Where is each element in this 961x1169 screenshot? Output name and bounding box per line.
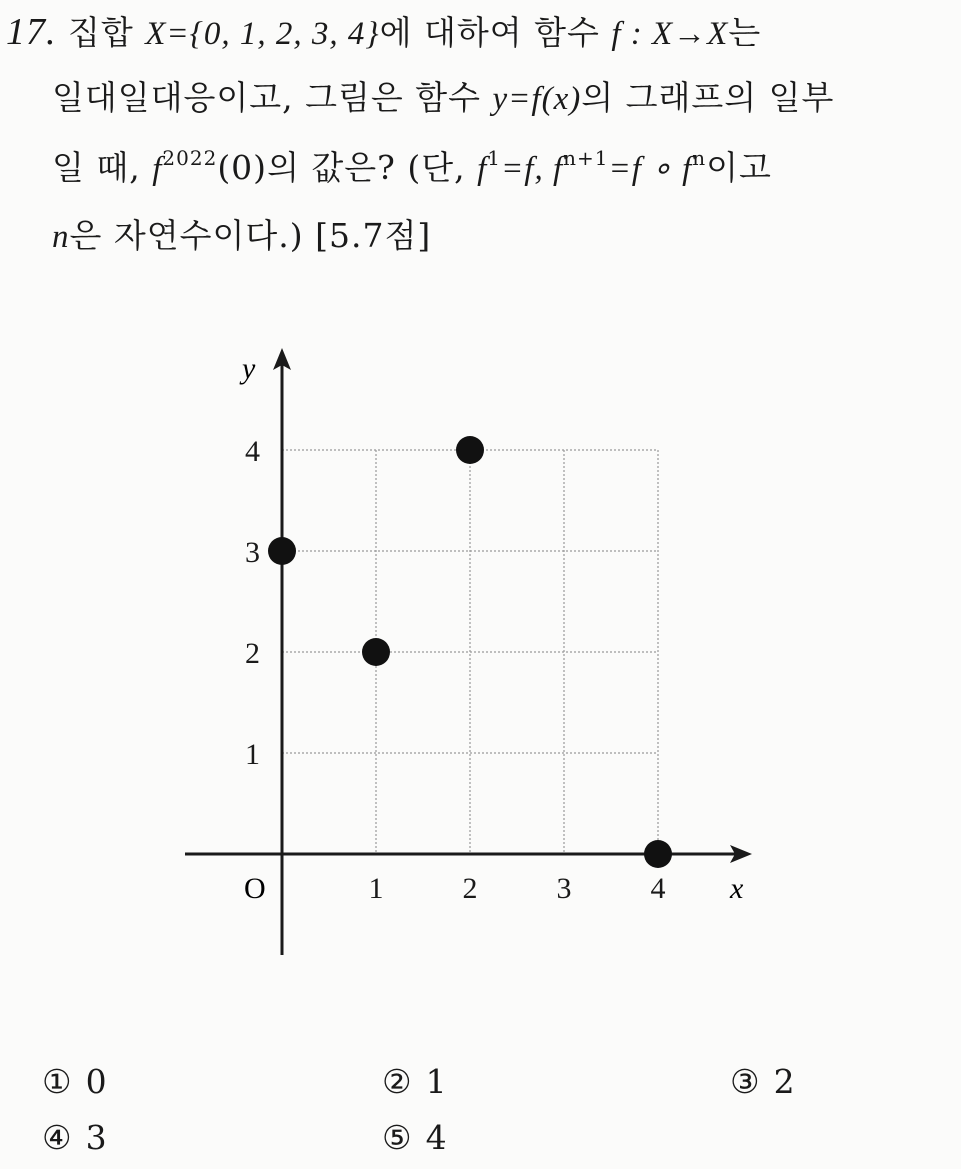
function-expression: y=f(x) <box>492 81 582 117</box>
x-tick-label: 3 <box>556 872 572 905</box>
function-symbol: f <box>552 151 564 187</box>
choice-mark: ④ <box>42 1118 72 1157</box>
problem-line-1 <box>6 12 761 54</box>
text-segment: 집합 <box>68 13 146 52</box>
grid <box>282 450 658 854</box>
choice-2[interactable] <box>382 1062 447 1102</box>
x-tick-label: 2 <box>462 872 478 905</box>
choice-value: 0 <box>85 1062 107 1101</box>
tick-labels <box>245 435 666 905</box>
choice-mark: ② <box>382 1062 412 1101</box>
y-axis-label: y <box>242 352 256 385</box>
function-symbol: f <box>152 151 163 187</box>
function-symbol: f <box>477 151 488 187</box>
x-tick-label: 4 <box>650 872 666 905</box>
x-axis-label: x <box>730 872 744 905</box>
text-segment: 일대일대응이고, 그림은 함수 <box>52 78 493 117</box>
choice-value: 1 <box>425 1062 447 1101</box>
text-segment: 이고 <box>706 148 772 187</box>
function-mapping: f : X→X <box>611 16 729 52</box>
axis-labels <box>239 352 744 905</box>
exponent: n+1 <box>563 146 609 170</box>
text-segment: 에 대하여 함수 <box>379 13 612 52</box>
exponent: 1 <box>487 146 502 170</box>
text-segment: 의 그래프의 일부 <box>581 78 835 117</box>
choice-mark: ③ <box>730 1062 760 1101</box>
set-definition: X={0, 1, 2, 3, 4} <box>145 16 380 52</box>
data-point <box>268 537 296 565</box>
text-segment: 은 자연수이다.) [5.7점] <box>69 216 432 255</box>
origin-label: O <box>244 872 266 905</box>
problem-line-4 <box>52 216 431 257</box>
y-tick-label: 1 <box>245 738 260 771</box>
choice-3[interactable] <box>730 1062 795 1102</box>
text-segment: 는 <box>728 13 762 52</box>
text-segment: 의 값은? (단, <box>267 148 478 187</box>
choice-1[interactable] <box>42 1062 107 1102</box>
choice-mark: ① <box>42 1062 72 1101</box>
choice-value: 4 <box>425 1118 447 1157</box>
data-point <box>456 436 484 464</box>
exponent: 2022 <box>162 146 218 170</box>
exponent: n <box>692 146 707 170</box>
answer-choices <box>0 1050 961 1169</box>
x-tick-label: 1 <box>368 872 384 905</box>
problem-line-3 <box>52 148 772 189</box>
choice-value: 3 <box>85 1118 107 1157</box>
text-segment: 일 때, <box>52 148 153 187</box>
composition: =f ∘ f <box>608 151 693 187</box>
function-graph <box>160 330 800 970</box>
choice-5[interactable] <box>382 1118 447 1158</box>
choice-4[interactable] <box>42 1118 107 1158</box>
y-tick-label: 2 <box>245 637 260 670</box>
problem-line-2 <box>52 78 834 119</box>
problem-number: 17. <box>6 11 57 53</box>
argument: (0) <box>217 148 268 187</box>
choice-value: 2 <box>773 1062 795 1101</box>
variable-n: n <box>52 219 70 255</box>
y-tick-label: 3 <box>245 536 260 569</box>
data-point <box>644 840 672 868</box>
data-point <box>362 638 390 666</box>
choice-mark: ⑤ <box>382 1118 412 1157</box>
definition: =f, <box>501 151 553 187</box>
y-tick-label: 4 <box>245 435 260 468</box>
